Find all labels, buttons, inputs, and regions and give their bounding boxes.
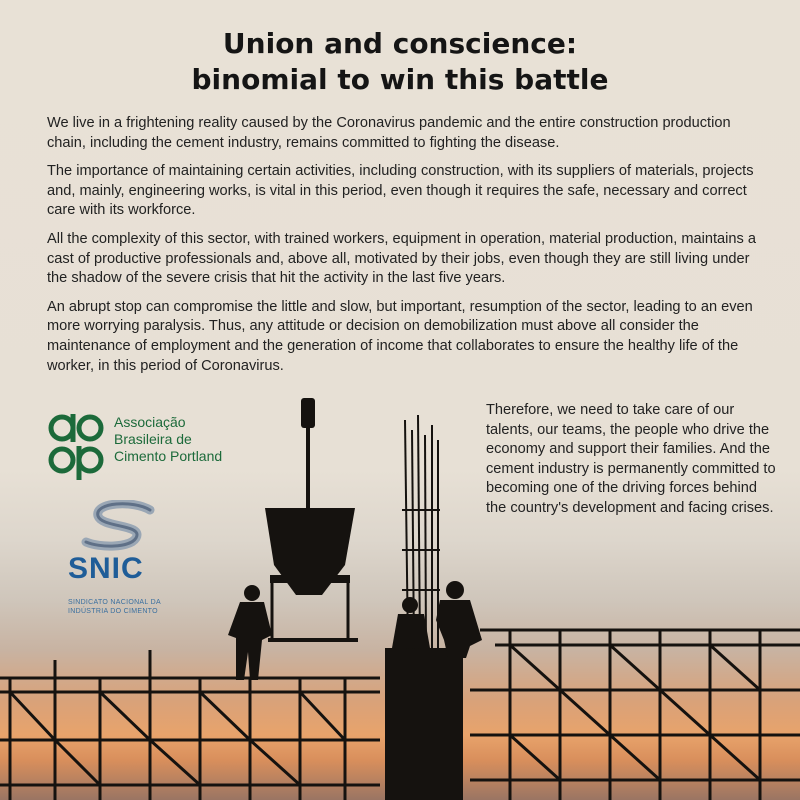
snic-swoosh-icon [64,500,174,552]
snic-logo [64,500,184,620]
paragraph-1: We live in a frightening reality caused by the Coronavirus pandemic and the entire construction production chain, including the cement industry, remains committed to fighting the disease. [47,115,731,151]
concrete-bucket-silhouette [265,398,358,640]
abcp-logo [44,408,244,488]
body-text [47,114,759,385]
abcp-line-3: Cimento Portland [114,448,223,464]
abcp-line-2: Brasileira de [114,431,192,447]
title-line-2: binomial to win this battle [191,63,609,96]
closing-paragraph: Therefore, we need to take care of our talents, our teams, the people who drive the economy and support their families. And the cement industry is permanently committed to becoming one of the driving forces behind the country's development and facing crises. [486,402,776,516]
scaffolding-silhouette-left [0,650,380,800]
scaffolding-silhouette-right [470,630,800,800]
abcp-line-1: Associação [114,414,186,430]
page-title [0,26,800,98]
paragraph-2: The importance of maintaining certain activities, including construction, with its suppliers of materials, projects and, mainly, engineering works, is vital in this period, even though it requires the safe, necessary and correct care with its workforce. [47,163,754,219]
snic-name: SNIC [68,552,144,585]
paragraph-3: All the complexity of this sector, with trained workers, equipment in operation, material production, maintains a cast of productive professionals and, above all, motivated by their jobs, even though they are still living under the shadow of the severe crisis that hit the activity in the last five years. [47,230,756,287]
abcp-name [114,414,244,465]
abcp-emblem-icon [44,408,108,484]
title-line-1: Union and conscience: [222,27,578,60]
concrete-column [385,648,463,800]
snic-subtitle [68,598,188,616]
paragraph-4: An abrupt stop can compromise the little and slow, but important, resumption of the sector, leading to an even more worrying paralysis. Thus, any attitude or decision on demobilization must above all consider the maintenance of employment and the generation of income that collaborates to ensure the healthy life of the worker, in this period of Coronavirus. [47,298,753,374]
snic-subtitle-line-1: SINDICATO NACIONAL DA [68,599,161,606]
snic-subtitle-line-2: INDÚSTRIA DO CIMENTO [68,608,158,615]
